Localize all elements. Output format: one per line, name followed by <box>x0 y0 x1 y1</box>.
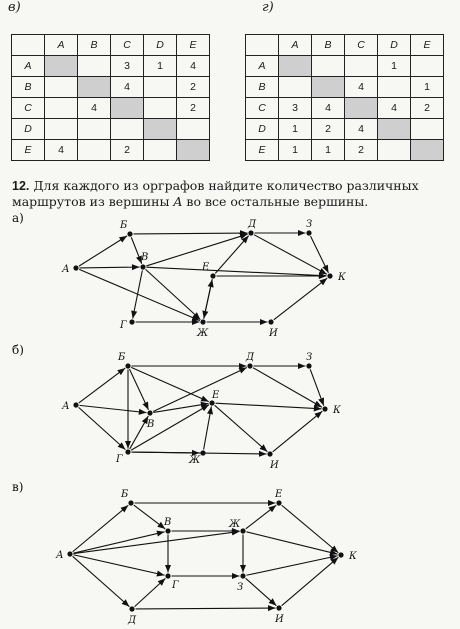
table-cell: 4 <box>345 77 378 98</box>
graph-edge <box>215 236 248 274</box>
graph-edge <box>215 405 268 451</box>
graph-node <box>73 265 78 270</box>
graph-part-label: б) <box>12 343 24 357</box>
column-header: A <box>279 35 312 56</box>
graph-node-label: Е <box>275 489 283 500</box>
graph-node-label: Г <box>120 320 127 331</box>
table-cell: 2 <box>345 140 378 161</box>
table-cell: 4 <box>177 56 210 77</box>
table-cell: 3 <box>279 98 312 119</box>
graph-node-label: Б <box>118 352 126 363</box>
row-header: D <box>246 119 279 140</box>
graph-node-label: К <box>338 272 346 283</box>
graph-node <box>338 552 343 557</box>
table-cell: 1 <box>411 77 444 98</box>
graph-edge <box>73 532 164 553</box>
table-cell <box>45 119 78 140</box>
graph-edge <box>246 578 277 605</box>
graph-edge <box>133 233 247 234</box>
graph-v <box>0 479 460 629</box>
row-header: E <box>12 140 45 161</box>
graph-node <box>306 363 311 368</box>
corner-cell <box>12 35 45 56</box>
table-cell: 4 <box>345 119 378 140</box>
graph-node-label: Б <box>120 220 128 231</box>
graph-node <box>200 319 205 324</box>
graph-edge <box>129 369 148 410</box>
graph-node <box>248 230 253 235</box>
graph-node <box>306 230 311 235</box>
column-header: C <box>111 35 144 56</box>
graph-node-label: К <box>349 551 357 562</box>
table-cell <box>144 140 177 161</box>
table-cell: 3 <box>111 56 144 77</box>
row-header: B <box>246 77 279 98</box>
graph-edge <box>79 407 126 449</box>
graph-node-label: Е <box>212 390 220 401</box>
table-cell <box>45 98 78 119</box>
row-header: C <box>12 98 45 119</box>
table-row <box>12 77 210 98</box>
graph-node-label: З <box>237 582 244 593</box>
graph-node <box>240 528 245 533</box>
graph-node <box>267 451 272 456</box>
table-row <box>12 140 210 161</box>
graph-node <box>240 573 245 578</box>
graph-node <box>140 264 145 269</box>
graph-b <box>0 342 460 472</box>
row-header: C <box>246 98 279 119</box>
table-cell <box>411 119 444 140</box>
column-header: E <box>411 35 444 56</box>
table-cell: 1 <box>279 140 312 161</box>
graph-node-label: Г <box>172 580 179 591</box>
graph-edge <box>146 269 201 319</box>
table-cell <box>78 56 111 77</box>
diagonal-cell <box>144 119 177 140</box>
graph-node <box>200 450 205 455</box>
table-row <box>12 98 210 119</box>
table-cell: 1 <box>312 140 345 161</box>
diagonal-cell <box>279 56 312 77</box>
graph-node <box>276 605 281 610</box>
row-header: B <box>12 77 45 98</box>
graph-edge <box>79 236 127 266</box>
graph-node-label: З <box>306 352 313 363</box>
table-row <box>12 56 210 77</box>
graph-node <box>128 500 133 505</box>
graph-node-label: А <box>62 264 70 275</box>
diagonal-cell <box>345 98 378 119</box>
column-header: D <box>144 35 177 56</box>
column-header: A <box>45 35 78 56</box>
column-header: B <box>78 35 111 56</box>
task-text-end: во все остальные вершины. <box>186 194 369 209</box>
graph-edge <box>131 452 266 454</box>
graph-edge <box>204 406 212 449</box>
header-row <box>12 35 210 56</box>
graph-node <box>125 363 130 368</box>
graph-node-label: Ж <box>189 455 201 466</box>
graph-edge <box>146 267 326 276</box>
graph-edge <box>246 532 337 554</box>
corner-cell <box>246 35 279 56</box>
graph-edge <box>131 405 209 450</box>
graph-node <box>147 410 152 415</box>
graph-edge <box>135 578 166 606</box>
table-cell <box>411 56 444 77</box>
column-header: E <box>177 35 210 56</box>
graph-edge <box>282 557 339 605</box>
graph-node <box>67 551 72 556</box>
table-cell <box>78 140 111 161</box>
column-header: C <box>345 35 378 56</box>
table-cell <box>378 77 411 98</box>
table-cell: 2 <box>177 98 210 119</box>
task-number: 12. <box>12 179 30 193</box>
graph-node <box>276 500 281 505</box>
row-header: A <box>246 56 279 77</box>
table-cell: 1 <box>279 119 312 140</box>
graph-part-label: в) <box>12 480 24 494</box>
graph-node-label: Ж <box>229 519 241 530</box>
graph-edge <box>274 278 327 320</box>
table-label-g: г) <box>262 0 274 15</box>
graph-node <box>327 273 332 278</box>
table-cell: 4 <box>45 140 78 161</box>
table-row <box>12 119 210 140</box>
graph-node <box>268 319 273 324</box>
table-cell <box>345 56 378 77</box>
graph-edge <box>73 556 130 606</box>
task-statement <box>12 178 452 210</box>
table-cell: 1 <box>378 56 411 77</box>
graph-edge <box>79 269 200 320</box>
column-header: B <box>312 35 345 56</box>
graph-node <box>165 528 170 533</box>
graph-node <box>125 449 130 454</box>
row-header: D <box>12 119 45 140</box>
table-cell: 4 <box>78 98 111 119</box>
graph-node <box>322 406 327 411</box>
graph-a <box>0 210 460 345</box>
graph-node-label: Г <box>116 454 123 465</box>
diagonal-cell <box>411 140 444 161</box>
diagonal-cell <box>177 140 210 161</box>
column-header: D <box>378 35 411 56</box>
graph-edge <box>130 416 149 449</box>
table-cell <box>279 77 312 98</box>
graph-node-label: Д <box>248 219 257 230</box>
table-cell: 2 <box>312 119 345 140</box>
row-header: A <box>12 56 45 77</box>
graph-edge <box>73 505 129 552</box>
table-cell: 2 <box>177 77 210 98</box>
graph-edge <box>79 405 146 412</box>
graph-edge <box>215 403 321 409</box>
graph-node-label: З <box>306 219 313 230</box>
graph-node-label: И <box>275 614 284 625</box>
graph-node-label: И <box>269 328 278 339</box>
graph-node <box>129 319 134 324</box>
task-text: Для каждого из орграфов найдите количество различных маршрутов из вершины <box>12 178 419 209</box>
graph-edge <box>79 368 125 403</box>
diagonal-cell <box>78 77 111 98</box>
graph-edge <box>246 505 276 529</box>
graph-edge <box>246 556 337 576</box>
graph-node-label: Ж <box>197 328 209 339</box>
diagonal-cell <box>45 56 78 77</box>
graph-edge <box>204 279 213 318</box>
row-header: E <box>246 140 279 161</box>
table-cell: 4 <box>312 98 345 119</box>
adjacency-table-v <box>11 34 210 161</box>
graph-edge <box>79 267 139 268</box>
table-row <box>246 119 444 140</box>
graph-edge <box>135 608 275 609</box>
graph-edge <box>273 411 323 452</box>
graph-edge <box>282 505 339 553</box>
graph-node-label: Е <box>202 262 210 273</box>
diagonal-cell <box>312 77 345 98</box>
table-cell: 4 <box>378 98 411 119</box>
table-cell: 1 <box>144 56 177 77</box>
table-cell <box>144 98 177 119</box>
graph-node-label: В <box>164 517 172 528</box>
table-cell <box>45 77 78 98</box>
table-cell <box>312 56 345 77</box>
table-cell <box>144 77 177 98</box>
graph-node-label: В <box>141 252 149 263</box>
graph-edge <box>73 531 239 553</box>
graph-node <box>247 363 252 368</box>
graph-node-label: А <box>56 550 64 561</box>
graph-node <box>129 606 134 611</box>
header-row <box>246 35 444 56</box>
table-cell: 2 <box>111 140 144 161</box>
graph-edge <box>133 270 143 318</box>
table-cell <box>78 119 111 140</box>
table-label-v: в) <box>8 0 21 15</box>
graph-node-label: А <box>62 401 70 412</box>
graph-node <box>73 402 78 407</box>
table-cell <box>177 119 210 140</box>
graph-node-label: Б <box>121 489 129 500</box>
graph-edge <box>73 555 164 575</box>
graph-node-label: В <box>147 419 155 430</box>
graph-edge <box>310 369 324 405</box>
graph-node-label: Д <box>246 352 255 363</box>
graph-node <box>209 400 214 405</box>
adjacency-table-g <box>245 34 444 161</box>
table-row <box>246 56 444 77</box>
graph-edge <box>146 234 247 266</box>
table-cell: 2 <box>411 98 444 119</box>
task-vertex: A <box>173 194 183 209</box>
diagonal-cell <box>111 98 144 119</box>
table-cell: 4 <box>111 77 144 98</box>
graph-node-label: И <box>270 460 279 471</box>
graph-node <box>210 273 215 278</box>
table-row <box>246 98 444 119</box>
table-cell <box>378 140 411 161</box>
graph-edge <box>134 505 165 529</box>
diagonal-cell <box>378 119 411 140</box>
table-row <box>246 140 444 161</box>
graph-node <box>127 231 132 236</box>
graph-part-label: а) <box>12 211 24 225</box>
graph-node-label: К <box>333 405 341 416</box>
table-cell <box>111 119 144 140</box>
graph-edge <box>254 235 327 275</box>
table-row <box>246 77 444 98</box>
graph-node <box>165 573 170 578</box>
graph-node-label: Д <box>128 615 137 626</box>
